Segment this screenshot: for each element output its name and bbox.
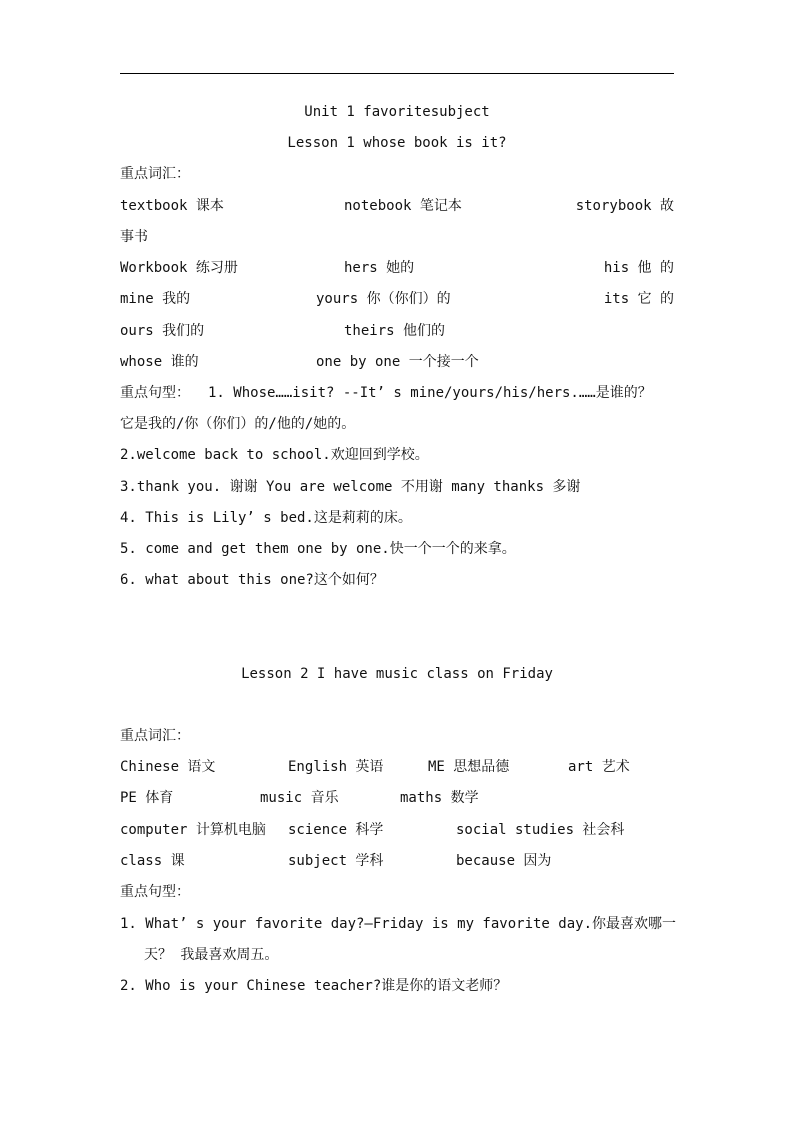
vocab-item: Workbook 练习册 <box>120 260 238 276</box>
sentence-5: 5. come and get them one by one.快一个一个的来拿。 <box>120 541 516 557</box>
sentence-1: 1. What’ s your favorite day?—Friday is my favorite day.你最喜欢哪一 <box>120 916 677 932</box>
sentence-6: 6. what about this one?这个如何？ <box>120 572 384 588</box>
vocab-item: subject 学科 <box>288 853 384 869</box>
vocab-item: its 它 的 <box>603 291 674 307</box>
lesson1-sentences-label: 重点句型： <box>120 385 190 401</box>
vocab-item: whose 谁的 <box>120 354 199 370</box>
vocab-item: music 音乐 <box>260 790 339 806</box>
sentence-2: 2.welcome back to school.欢迎回到学校。 <box>120 447 429 463</box>
sentence-1-continuation: 天？ 我最喜欢周五。 <box>144 947 279 963</box>
vocab-item: ME 思想品德 <box>428 759 510 775</box>
vocab-item: one by one 一个接一个 <box>316 354 479 370</box>
vocab-item: computer 计算机电脑 <box>120 822 266 838</box>
vocab-item: his 他 的 <box>603 260 674 276</box>
vocab-row <box>120 320 674 342</box>
vocab-item: art 艺术 <box>568 759 630 775</box>
vocab-row <box>120 351 674 373</box>
vocab-item: ours 我们的 <box>120 323 205 339</box>
lesson1-title: Lesson 1 whose book is it? <box>287 135 507 151</box>
vocab-row <box>120 288 674 310</box>
vocab-item: science 科学 <box>288 822 384 838</box>
lesson2-title: Lesson 2 I have music class on Friday <box>241 666 553 682</box>
vocab-row <box>120 257 674 279</box>
sentence-row <box>120 382 674 404</box>
vocab-item: yours 你（你们）的 <box>316 291 451 307</box>
vocab-row <box>120 850 674 872</box>
vocab-item: English 英语 <box>288 759 384 775</box>
unit-title: Unit 1 favoritesubject <box>304 104 490 120</box>
vocab-item: because 因为 <box>456 853 552 869</box>
lesson2-vocab-label: 重点词汇： <box>120 728 190 744</box>
vocab-item: notebook 笔记本 <box>344 198 462 214</box>
vocab-item: Chinese 语文 <box>120 759 216 775</box>
lesson1-vocab-label: 重点词汇： <box>120 166 190 182</box>
sentence-4: 4. This is Lily’ s bed.这是莉莉的床。 <box>120 510 412 526</box>
sentence-2: 2. Who is your Chinese teacher?谁是你的语文老师？ <box>120 978 508 994</box>
lesson2-sentences-label: 重点句型： <box>120 884 190 900</box>
vocab-row <box>120 195 674 217</box>
vocab-row <box>120 787 674 809</box>
sentence-1: 1. Whose……isit? --It’ s mine/yours/his/hers.……是谁的？ <box>208 385 652 401</box>
vocab-item: mine 我的 <box>120 291 191 307</box>
vocab-row-continuation: 事书 <box>120 229 148 245</box>
vocab-item: social studies 社会科 <box>456 822 625 838</box>
sentence-1-continuation: 它是我的/你（你们）的/他的/她的。 <box>120 416 356 432</box>
sentence-3: 3.thank you. 谢谢 You are welcome 不用谢 many thanks 多谢 <box>120 479 581 495</box>
vocab-row <box>120 756 674 778</box>
vocab-item: storybook 故 <box>575 198 674 214</box>
vocab-item: maths 数学 <box>400 790 479 806</box>
vocab-row <box>120 819 674 841</box>
vocab-item: hers 她的 <box>344 260 415 276</box>
vocab-item: PE 体育 <box>120 790 174 806</box>
vocab-item: textbook 课本 <box>120 198 224 214</box>
vocab-item: class 课 <box>120 853 185 869</box>
vocab-item: theirs 他们的 <box>344 323 446 339</box>
header-rule <box>120 73 674 74</box>
